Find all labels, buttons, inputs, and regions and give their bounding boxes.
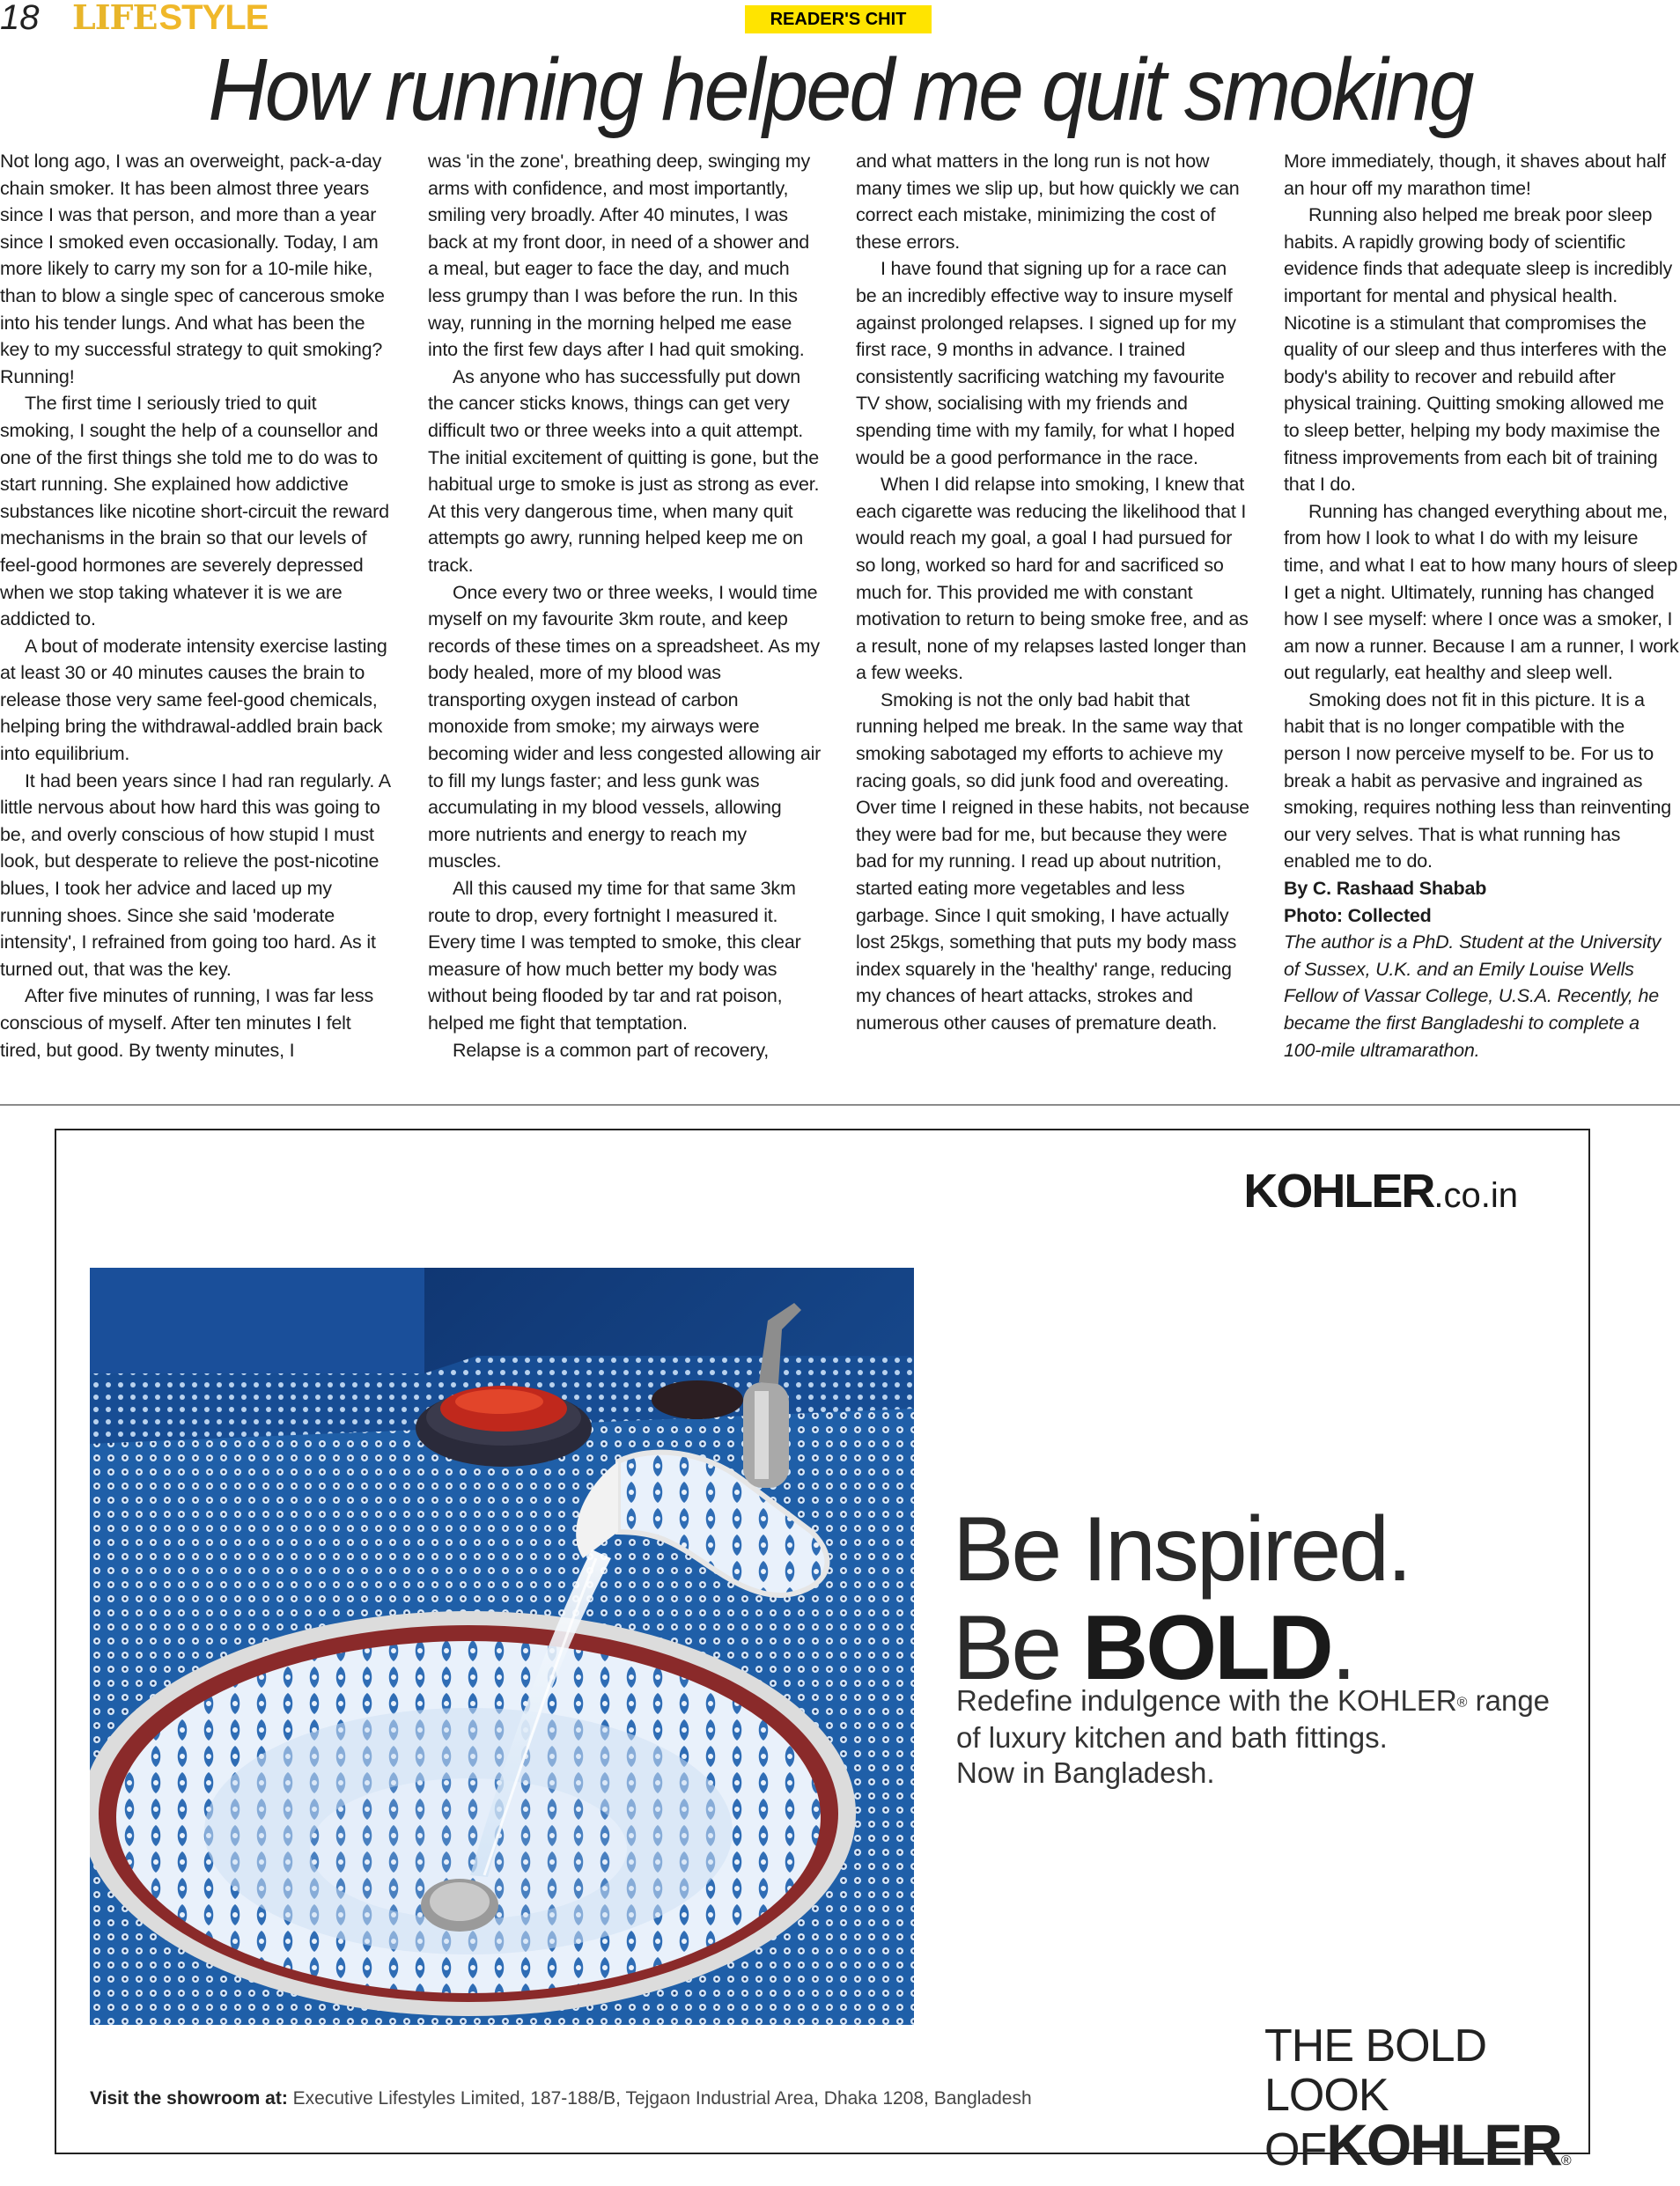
paragraph: All this caused my time for that same 3km route to drop, every fortnight I measured it. Every time I was tempted to smoke, this clear measure of how much better my body was without being flooded by tar and rat poison, helped me fight that temptation. [428,878,801,1034]
paragraph: Relapse is a common part of recovery, [453,1039,770,1061]
kohler-brand: KOHLER [1243,1165,1434,1218]
bold-look-brand: KOHLER [1326,2112,1561,2177]
paragraph: Running has changed everything about me, from how I look to what I do with my leisure time, and what I eat to how many hours of sleep I get a night. Ultimately, running has changed how I see myself: where I once was a smoker, I am now a runner. Because I am a runner, I work out regularly, eat healthy and sleep well. [1284,500,1679,684]
article-column-2 [428,148,822,1064]
paragraph: was 'in the zone', breathing deep, swinging my arms with confidence, and most importantly, smiling very broadly. After 40 minutes, I was back at my front door, in need of a shower and a meal, but eager to face the day, and much less grumpy than I was before the run. In this way, running in the morning helped me ease into the first few days after I had quit smoking. [428,151,811,361]
byline: By C. Rashaad Shabab [1284,878,1487,900]
tagline-be: Be [953,1597,1060,1699]
kicker-label: READER'S CHIT [745,5,932,33]
bold-look-line-2 [1264,2112,1588,2186]
kohler-domain-suffix: .co.in [1433,1176,1518,1215]
headline: How running helped me quit smoking [208,40,1472,139]
showroom-address: Executive Lifestyles Limited, 187-188/B, Tejgaon Industrial Area, Dhaka 1208, Bangladesh [292,2088,1032,2109]
author-bio: The author is a PhD. Student at the University of Sussex, U.K. and an Emily Louise Wells Fellow of Vassar College, U.S.A. Recently, he became the first Bangladeshi to complete a 100-mile ultramarathon. [1284,931,1662,1061]
paragraph: A bout of moderate intensity exercise lasting at least 30 or 40 minutes causes the brain to release those very same feel-good chemicals, helping bring the withdrawal-addled brain back into equilibrium. [0,635,387,765]
paragraph: Running also helped me break poor sleep habits. A rapidly growing body of scientific evidence finds that adequate sleep is incredibly important for mental and physical health. Nicotine is a stimulant that compromises the quality of our sleep and thus interferes with the body's ability to recover and rebuild after physical training. Quitting smoking allowed me to sleep better, helping my body maximise the fitness improvements from each bit of training that I do. [1284,204,1672,496]
article-body [0,148,1680,1090]
bold-look-of: OF [1264,2124,1327,2175]
paragraph: Once every two or three weeks, I would time myself on my favourite 3km route, and keep records of these times on a spreadsheet. As my body healed, more of my blood was transporting oxygen instead of carbon monoxide from smoke; my airways were becoming wider and less congested allowing air to fill my lungs faster; and less gunk was accumulating in my blood vessels, allowing more nutrients and energy to reach my muscles. [428,581,822,872]
tagline-line-1: Be Inspired. [953,1498,1410,1601]
paragraph: When I did relapse into smoking, I knew that each cigarette was reducing the likelihood that I would reach my goal, a goal I had pursued for so long, worked so hard for and sacrificed so much for. This provided me with constant motivation to return to being smoke free, and as a result, none of my relapses lasted longer than a few weeks. [856,474,1249,684]
paragraph: Smoking does not fit in this picture. It is a habit that is no longer compatible with the person I now perceive myself to be. For us to break a habit as pervasive and ingrained as smoking, requires nothing less than reinventing our very selves. That is what running has enabled me to do. [1284,688,1671,872]
section-style: STYLE [158,0,269,37]
copy-line1-post: range [1467,1684,1551,1717]
paragraph: As anyone who has successfully put down the cancer sticks knows, things can get very difficult two or three weeks into a quit attempt. The initial excitement of quitting is gone, but the habitual urge to smoke is just as strong as ever. At this very dangerous time, when many quit attempts go awry, running helped keep me on track. [428,365,820,576]
paragraph: It had been years since I had ran regularly. A little nervous about how hard this was going to be, and overly conscious of how stupid I must look, but desperate to relieve the post-nicotine blues, I took her advice and laced up my running shoes. Since she said 'moderate intensity', I refrained from going too hard. As it turned out, that was the key. [0,769,390,980]
paragraph: Not long ago, I was an overweight, pack-a-day chain smoker. It has been almost three years since I was that person, and more than a year since I smoked even occasionally. Today, I am more likely to carry my son for a 10-mile hike, than to blow a single spec of cancerous smoke into his tender lungs. And what has been the key to my successful strategy to quit smoking? Running! [0,151,385,387]
advert-copy [956,1683,1573,1791]
paragraph: More immediately, though, it shaves about half an hour off my marathon time! [1284,151,1666,199]
kohler-domain-logo [1243,1164,1518,1218]
advert-copy-line-3: Now in Bangladesh. [956,1756,1215,1790]
copy-line1-pre: Redefine indulgence with the KOHLER [956,1684,1457,1717]
section-life: LIFE [72,0,158,37]
registered-mark: ® [1456,1695,1468,1711]
kohler-advert [55,1129,1590,2177]
advert-copy-line-1 [956,1683,1573,1720]
paragraph: and what matters in the long run is not how many times we slip up, but how quickly we can correct each mistake, minimizing the cost of these errors. [856,151,1240,253]
photo-credit: Photo: Collected [1284,904,1432,926]
basin-photo [90,1268,914,2025]
tagline-bold: BOLD [1082,1597,1331,1699]
bold-look-logo [1264,2021,1588,2186]
bold-look-reg: ® [1560,2153,1571,2168]
tagline-period: . [1330,1597,1354,1699]
paragraph: I have found that signing up for a race can be an incredibly effective way to insure myself against prolonged relapses. I signed up for my first race, 9 months in advance. I trained consistently sacrificing watching my favourite TV show, socialising with my friends and spending time with my family, for what I hoped would be a good performance in the race. [856,258,1236,468]
showroom-info [90,2088,1032,2109]
advert-tagline [953,1500,1410,1697]
article-column-4 [1284,148,1680,1064]
section-logo [72,0,268,35]
showroom-label: Visit the showroom at: [90,2088,288,2109]
article-column-3 [856,148,1250,1037]
page-number: 18 [0,0,40,37]
advert-copy-line-2: of luxury kitchen and bath fittings. [956,1721,1388,1755]
section-divider [0,1104,1680,1106]
paragraph: Smoking is not the only bad habit that running helped me break. In the same way that smoking sabotaged my efforts to achieve my racing goals, so did junk food and overeating. Over time I reigned in these habits, not because they were bad for me, but because they were bad for my running. I read up about nutrition, started eating more vegetables and less garbage. Since I quit smoking, I have actually lost 25kgs, something that puts my body mass index squarely in the 'healthy' range, reducing my chances of heart attacks, strokes and numerous other causes of premature death. [856,688,1249,1034]
article-column-1 [0,148,394,1064]
paragraph: The first time I seriously tried to quit smoking, I sought the help of a counsellor and one of the first things she told me to do was to start running. She explained how addictive substances like nicotine short-circuit the reward mechanisms in the brain so that our levels of feel-good hormones are severely depressed when we stop taking whatever it is we are addicted to. [0,393,389,630]
bold-look-line-1: THE BOLD LOOK [1264,2020,1487,2121]
paragraph: After five minutes of running, I was far less conscious of myself. After ten minutes I felt tired, but good. By twenty minutes, I [0,985,374,1061]
